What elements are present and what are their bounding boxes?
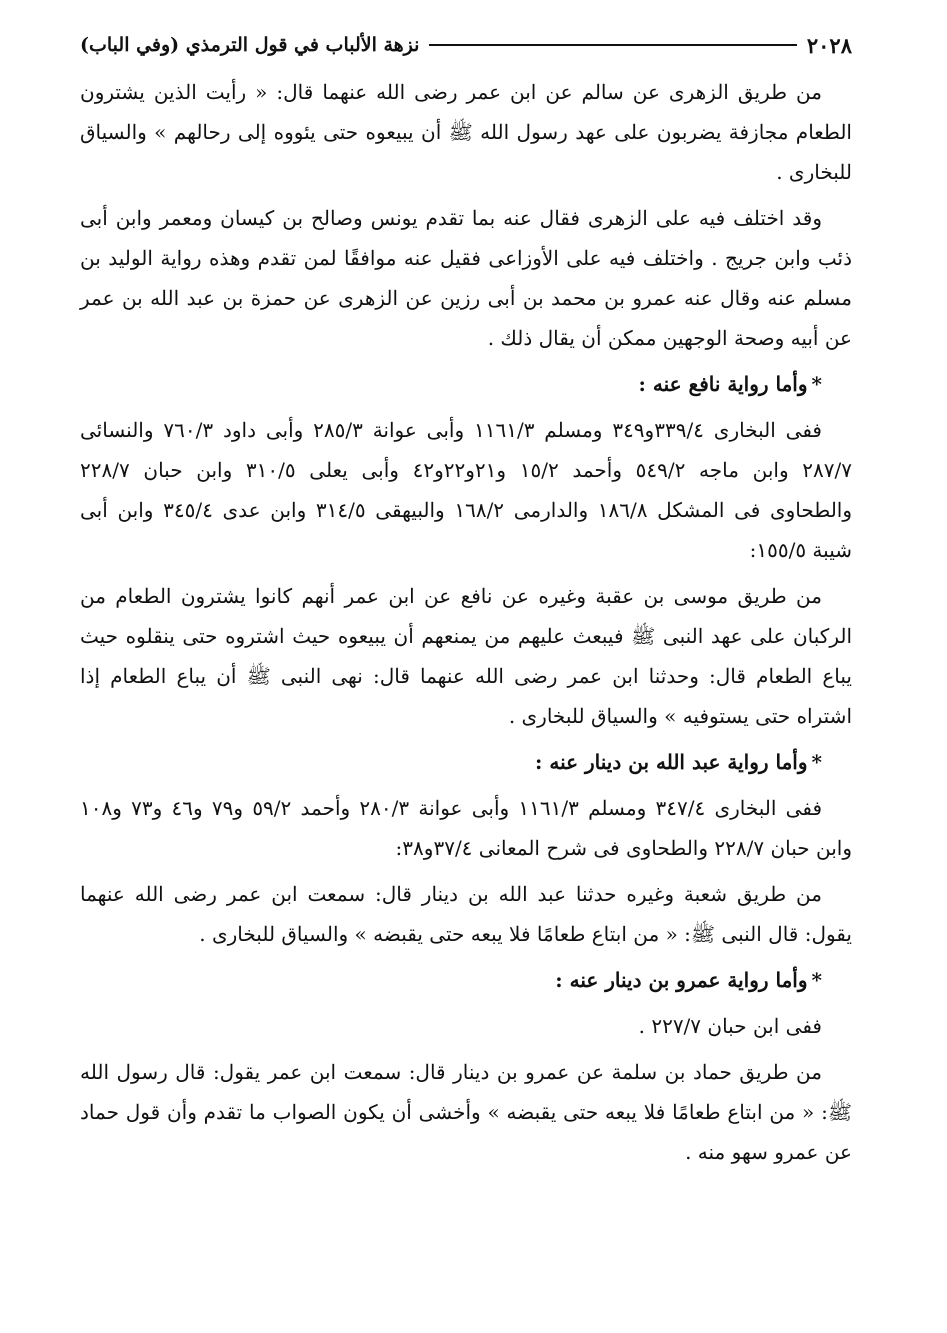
header-rule <box>429 44 796 46</box>
paragraph: ففى البخارى ٣٣٩/٤و٣٤٩ ومسلم ١١٦١/٣ وأبى عوانة ٢٨٥/٣ وأبى داود ٧٦٠/٣ والنسائى ٢٨٧/٧ وابن ماجه ٥٤٩/٢ وأحمد ١٥/٢ و٢١و٢٢و٤٢ وأبى يعلى ٣١٠/٥ وابن حبان ٢٢٨/٧ والطحاوى فى المشكل ١٨٦/٨ والدارمى ١٦٨/٢ والبيهقى ٣١٤/٥ وابن عدى ٣٤٥/٤ وابن أبى شيبة ١٥٥/٥: <box>80 418 853 562</box>
page-header <box>80 28 852 62</box>
running-title: نزهة الألباب في قول الترمذي (وفي الباب) <box>80 34 420 56</box>
asterisk-icon: * <box>811 372 822 396</box>
paragraph: وقد اختلف فيه على الزهرى فقال عنه بما تقدم يونس وصالح بن كيسان ومعمر وابن أبى ذئب وابن جريج . واختلف فيه على الأوزاعى فقيل عنه موافقًا لمن تقدم وهذه رواية الوليد بن مسلم عنه وقال عنه عمرو بن محمد بن أبى رزين عن الزهرى عن حمزة بن عبد الله بن عمر عن أبيه وصحة الوجهين ممكن أن يقال ذلك . <box>80 206 852 350</box>
section-heading-text: وأما رواية نافع عنه : <box>638 372 808 396</box>
asterisk-icon: * <box>811 750 822 774</box>
section-heading-text: وأما رواية عبد الله بن دينار عنه : <box>535 750 808 774</box>
paragraph: من طريق موسى بن عقبة وغيره عن نافع عن ابن عمر أنهم كانوا يشترون الطعام من الركبان على عهد النبى ﷺ فيبعث عليهم من يمنعهم أن يبيعوه حيث اشتروه حتى ينقلوه حيث يباع الطعام قال: وحدثنا ابن عمر رضى الله عنهما قال: نهى النبى ﷺ أن يباع الطعام إذا اشتراه حتى يستوفيه » والسياق للبخارى . <box>80 584 853 728</box>
page-body <box>80 72 852 1172</box>
section-heading <box>80 364 852 404</box>
page-number: ٢٠٢٨ <box>806 32 852 58</box>
section-heading <box>80 960 852 1000</box>
paragraph: من طريق حماد بن سلمة عن عمرو بن دينار قال: سمعت ابن عمر يقول: قال رسول الله ﷺ: « من ابتاع طعامًا فلا يبعه حتى يقبضه » وأخشى أن يكون الصواب ما تقدم وأن قول حماد عن عمرو سهو منه . <box>80 1060 852 1164</box>
book-page <box>80 28 852 1178</box>
paragraph: ففى البخارى ٣٤٧/٤ ومسلم ١١٦١/٣ وأبى عوانة ٢٨٠/٣ وأحمد ٥٩/٢ و٧٩ و٤٦ و٧٣ و١٠٨ وابن حبان ٢٢٨/٧ والطحاوى فى شرح المعانى ٣٧/٤و٣٨: <box>80 796 852 860</box>
asterisk-icon: * <box>811 968 822 992</box>
paragraph: من طريق شعبة وغيره حدثنا عبد الله بن دينار قال: سمعت ابن عمر رضى الله عنهما يقول: قال النبى ﷺ: « من ابتاع طعامًا فلا يبعه حتى يقبضه » والسياق للبخارى . <box>80 882 852 946</box>
section-heading <box>80 742 852 782</box>
paragraph: من طريق الزهرى عن سالم عن ابن عمر رضى الله عنهما قال: « رأيت الذين يشترون الطعام مجازفة يضربون على عهد رسول الله ﷺ أن يبيعوه حتى يئووه إلى رحالهم » والسياق للبخارى . <box>80 80 852 184</box>
paragraph: ففى ابن حبان ٢٢٧/٧ . <box>638 1014 822 1038</box>
section-heading-text: وأما رواية عمرو بن دينار عنه : <box>555 968 808 992</box>
